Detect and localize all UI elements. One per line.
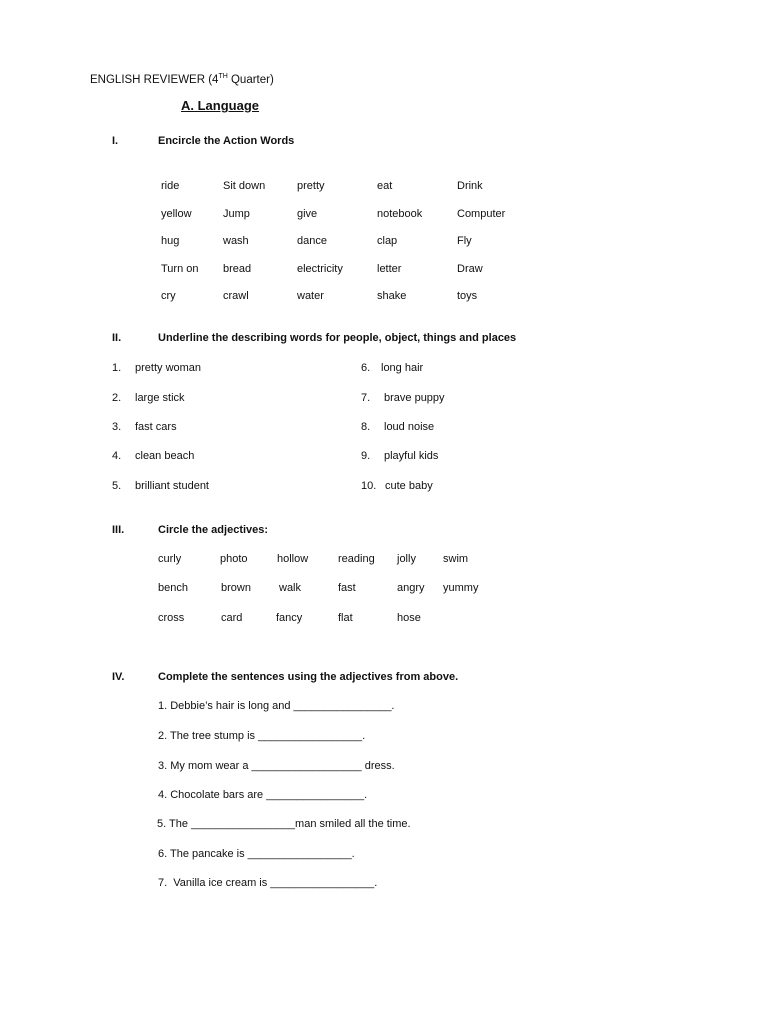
sentence-item: 6. The pancake is _________________. [158,848,355,860]
section2-heading: Underline the describing words for people, object, things and places [158,332,517,344]
adjective-cell: hollow [277,553,309,565]
adjective-cell: card [221,612,243,624]
action-word-cell: cry [161,290,176,302]
sentence-item: 4. Chocolate bars are ________________. [158,789,368,801]
adjective-cell: angry [397,582,425,594]
describing-item: long hair [381,362,424,374]
item-number: 10. [361,480,377,492]
action-word-cell: hug [161,235,180,247]
action-word-cell: Sit down [223,180,266,192]
action-word-cell: electricity [297,263,343,275]
describing-item: pretty woman [135,362,202,374]
action-word-cell: clap [377,235,398,247]
action-word-cell: toys [457,290,478,302]
sentence-item: 5. The _________________man smiled all the time. [157,818,411,830]
action-word-cell: dance [297,235,327,247]
adjective-cell: curly [158,553,182,565]
describing-item: brilliant student [135,480,209,492]
sentence-item: 7. Vanilla ice cream is _________________. [158,877,378,889]
section-title: A. Language [181,98,260,113]
action-word-cell: letter [377,263,402,275]
title-prefix: ENGLISH REVIEWER (4 [90,73,219,86]
action-word-cell: bread [223,263,252,275]
page-title [90,73,274,86]
adjective-cell: reading [338,553,375,565]
describing-item: cute baby [385,480,433,492]
action-word-cell: yellow [161,208,192,220]
item-number: 4. [112,450,122,462]
item-number: 2. [112,392,122,404]
describing-item: loud noise [384,421,435,433]
sentence-item: 1. Debbie’s hair is long and ________________. [158,700,395,712]
action-word-cell: Turn on [161,263,199,275]
adjective-cell: hose [397,612,421,624]
action-word-cell: Drink [457,180,483,192]
section3-number: III. [112,524,125,536]
action-word-cell: water [297,290,324,302]
title-suffix: Quarter) [227,73,274,86]
action-word-cell: give [297,208,318,220]
item-number: 1. [112,362,122,374]
adjective-cell: cross [158,612,185,624]
section1-number: I. [112,135,119,147]
action-word-cell: ride [161,180,180,192]
describing-item: playful kids [384,450,439,462]
action-word-cell: Draw [457,263,483,275]
describing-item: brave puppy [384,392,445,404]
adjective-cell: yummy [443,582,479,594]
action-word-cell: Computer [457,208,506,220]
adjective-cell: walk [279,582,302,594]
action-word-cell: wash [223,235,249,247]
adjective-cell: brown [221,582,251,594]
sentence-item: 2. The tree stump is _________________. [158,730,366,742]
sentence-item: 3. My mom wear a __________________ dress. [158,760,395,772]
describing-item: clean beach [135,450,195,462]
adjective-cell: bench [158,582,188,594]
adjective-cell: fancy [276,612,303,624]
item-number: 9. [361,450,371,462]
title-superscript: TH [218,73,228,80]
adjective-cell: fast [338,582,356,594]
section4-number: IV. [112,671,125,683]
section3-heading: Circle the adjectives: [158,524,269,536]
section2-number: II. [112,332,122,344]
section4-heading: Complete the sentences using the adjectives from above. [158,671,459,683]
action-word-cell: Jump [223,208,250,220]
adjective-cell: swim [443,553,469,565]
section1-heading: Encircle the Action Words [158,135,295,147]
describing-item: fast cars [135,421,177,433]
adjective-cell: jolly [397,553,416,565]
item-number: 3. [112,421,122,433]
item-number: 5. [112,480,122,492]
action-word-cell: Fly [457,235,472,247]
action-word-cell: shake [377,290,407,302]
item-number: 7. [361,392,371,404]
item-number: 8. [361,421,371,433]
action-word-cell: eat [377,180,393,192]
item-number: 6. [361,362,371,374]
describing-item: large stick [135,392,185,404]
adjective-cell: photo [220,553,248,565]
action-word-cell: crawl [223,290,249,302]
action-word-cell: notebook [377,208,423,220]
action-word-cell: pretty [297,180,325,192]
adjective-cell: flat [338,612,353,624]
